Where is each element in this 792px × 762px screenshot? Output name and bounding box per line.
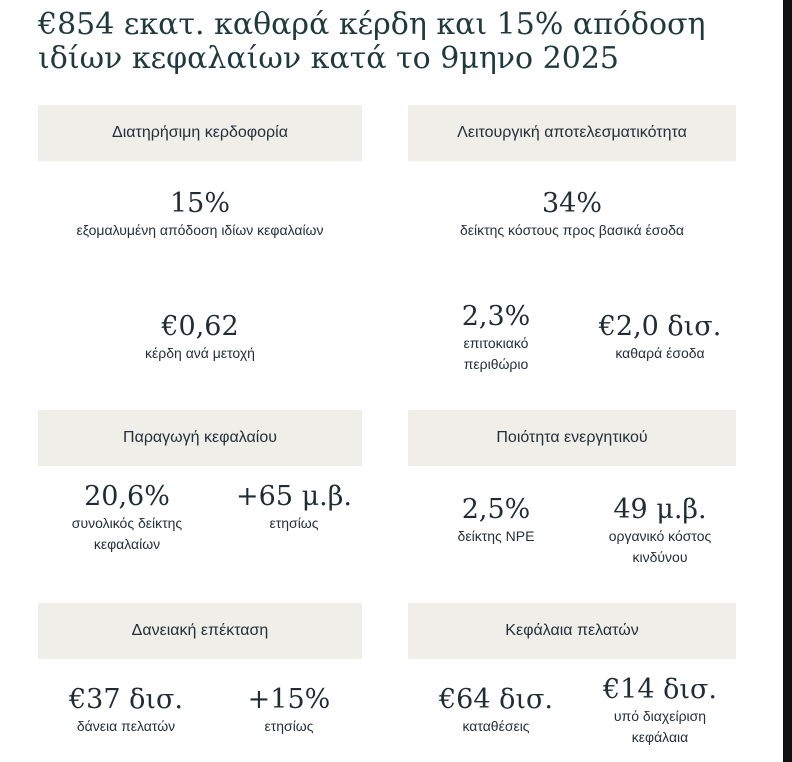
metric-value: 15% xyxy=(169,188,230,219)
metric-value: 34% xyxy=(541,188,602,219)
page-title-line-1: €854 εκατ. καθαρά κέρδη και 15% απόδοση xyxy=(38,7,706,42)
metric-loans xyxy=(46,684,206,737)
metric-capital-yoy xyxy=(214,481,374,534)
metric-cost-of-risk xyxy=(580,494,740,568)
panel-client-funds xyxy=(408,603,736,659)
metric-label: επιτοκιακό xyxy=(463,335,529,351)
metric-label: δείκτης κόστους προς βασικά έσοδα xyxy=(459,222,685,238)
panel-heading: Παραγωγή κεφαλαίου xyxy=(38,410,362,466)
panel-asset-quality xyxy=(408,410,736,466)
metric-value: +65 μ.β. xyxy=(236,481,352,512)
metric-npe xyxy=(426,494,566,547)
metric-label: καταθέσεις xyxy=(462,718,530,734)
metric-nim xyxy=(426,301,566,375)
metric-label: καθαρά έσοδα xyxy=(615,345,705,361)
metric-label: κέρδη ανά μετοχή xyxy=(145,345,255,361)
metric-value: €64 δισ. xyxy=(439,684,553,715)
metric-value: €2,0 δισ. xyxy=(598,311,722,342)
metric-value: €0,62 xyxy=(161,311,239,342)
metric-revenue xyxy=(580,311,740,364)
metric-aum xyxy=(580,674,740,748)
metric-car xyxy=(52,481,202,555)
metric-label: δάνεια πελατών xyxy=(76,718,176,734)
metric-value: 49 μ.β. xyxy=(613,494,707,525)
metric-value: €14 δισ. xyxy=(603,674,717,705)
panel-heading: Διατηρήσιμη κερδοφορία xyxy=(38,105,362,161)
metric-eps xyxy=(38,311,362,364)
metric-value: 2,3% xyxy=(461,301,531,332)
panel-heading: Ποιότητα ενεργητικού xyxy=(408,410,736,466)
metric-value: 2,5% xyxy=(461,494,531,525)
metric-label: ετησίως xyxy=(269,515,319,531)
page-title xyxy=(38,8,738,76)
metric-label: κινδύνου xyxy=(632,549,688,565)
panel-heading: Κεφάλαια πελατών xyxy=(408,603,736,659)
metric-value: €37 δισ. xyxy=(69,684,183,715)
panel-heading: Λειτουργική αποτελεσματικότητα xyxy=(408,105,736,161)
metric-roe xyxy=(38,188,362,241)
metric-deposits xyxy=(416,684,576,737)
metric-label: περιθώριο xyxy=(463,356,529,372)
metric-lending-growth xyxy=(214,684,364,737)
metric-label: εξομαλυμένη απόδοση ιδίων κεφαλαίων xyxy=(76,222,324,238)
metric-label: κεφάλαια xyxy=(631,729,689,745)
panel-profitability xyxy=(38,105,362,161)
metric-label: υπό διαχείριση xyxy=(613,708,707,724)
panel-capital xyxy=(38,410,362,466)
metric-label: ετησίως xyxy=(264,718,314,734)
window-edge xyxy=(783,0,792,762)
metric-value: +15% xyxy=(247,684,331,715)
metric-cost-ratio xyxy=(408,188,736,241)
metric-value: 20,6% xyxy=(84,481,170,512)
panel-heading: Δανειακή επέκταση xyxy=(38,603,362,659)
page-title-line-2: ιδίων κεφαλαίων κατά το 9μηνο 2025 xyxy=(38,41,619,76)
metric-label: συνολικός δείκτης xyxy=(71,515,183,531)
metric-label: οργανικό κόστος xyxy=(608,528,712,544)
panel-efficiency xyxy=(408,105,736,161)
metric-label: κεφαλαίων xyxy=(93,536,161,552)
metric-label: δείκτης NPE xyxy=(457,528,535,544)
panel-lending xyxy=(38,603,362,659)
